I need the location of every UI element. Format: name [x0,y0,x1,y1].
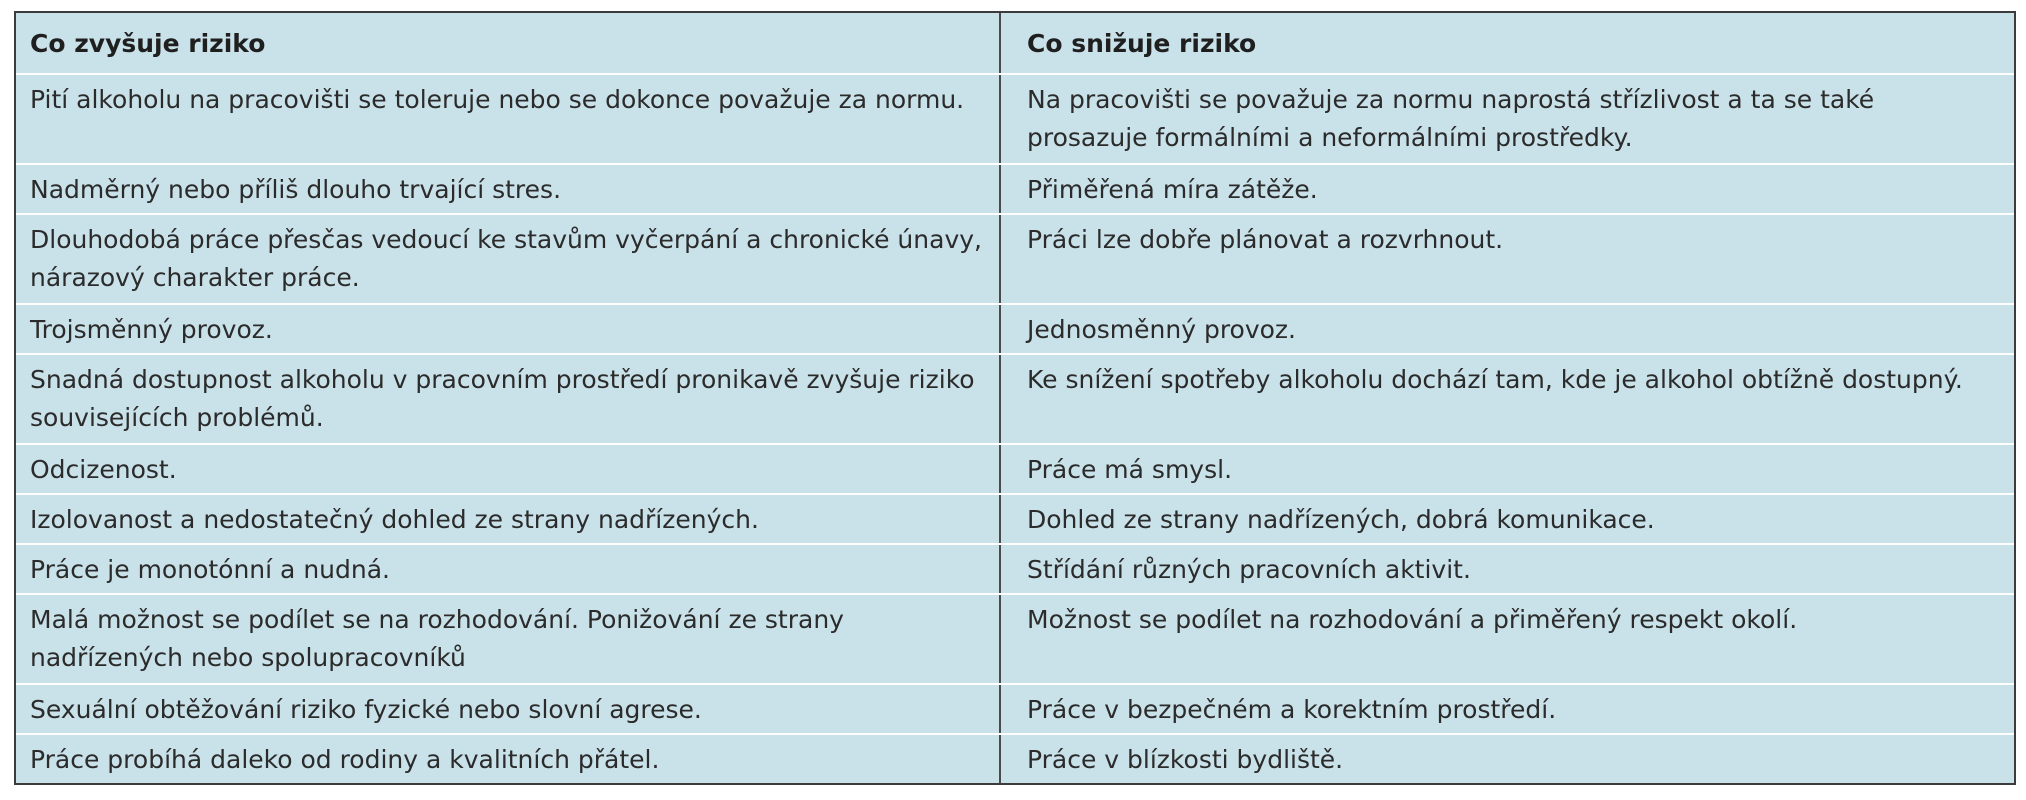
increases-cell: Práce je monotónní a nudná. [16,545,1001,593]
table-header-row [16,13,2014,75]
table-row [16,595,2014,685]
increases-cell: Malá možnost se podílet se na rozhodování. Ponižování ze strany nadřízených nebo spolupracovníků [16,595,1001,683]
decreases-cell: Střídání různých pracovních aktivit. [1027,555,1471,584]
increases-cell: Trojsměnný provoz. [16,305,1001,353]
increases-cell: Snadná dostupnost alkoholu v pracovním prostředí pronikavě zvyšuje riziko souvisejících problémů. [16,355,1001,443]
increases-cell: Práce probíhá daleko od rodiny a kvalitních přátel. [16,735,1001,783]
header-decreases-risk: Co snižuje riziko [1027,29,1257,58]
increases-cell: Nadměrný nebo příliš dlouho trvající stres. [16,165,1001,213]
table-row [16,355,2014,445]
decreases-cell: Práci lze dobře plánovat a rozvrhnout. [1027,225,1504,254]
increases-cell: Odcizenost. [16,445,1001,493]
decreases-cell: Přiměřená míra zátěže. [1027,175,1318,204]
decreases-cell: Na pracovišti se považuje za normu naprostá střízlivost a ta se také prosazuje formálními a neformálními prostředky. [1027,85,1875,152]
table-row [16,215,2014,305]
table-row [16,495,2014,545]
increases-cell: Dlouhodobá práce přesčas vedoucí ke stavům vyčerpání a chronické únavy, nárazový charakter práce. [16,215,1001,303]
decreases-cell: Dohled ze strany nadřízených, dobrá komunikace. [1027,505,1655,534]
table-row [16,75,2014,165]
decreases-cell: Jednosměnný provoz. [1027,315,1297,344]
table-row [16,545,2014,595]
decreases-cell: Práce v bezpečném a korektním prostředí. [1027,695,1557,724]
risk-factors-table [14,11,2016,785]
decreases-cell: Práce v blízkosti bydliště. [1027,745,1344,774]
increases-cell: Sexuální obtěžování riziko fyzické nebo slovní agrese. [16,685,1001,733]
header-increases-risk: Co zvyšuje riziko [16,13,1001,73]
decreases-cell: Ke snížení spotřeby alkoholu dochází tam, kde je alkohol obtížně dostupný. [1027,365,1963,394]
table-row [16,305,2014,355]
table-row [16,445,2014,495]
decreases-cell: Možnost se podílet na rozhodování a přiměřený respekt okolí. [1027,605,1798,634]
table-row [16,685,2014,735]
table-row [16,735,2014,783]
decreases-cell: Práce má smysl. [1027,455,1233,484]
table-row [16,165,2014,215]
increases-cell: Pití alkoholu na pracovišti se toleruje nebo se dokonce považuje za normu. [16,75,1001,163]
increases-cell: Izolovanost a nedostatečný dohled ze strany nadřízených. [16,495,1001,543]
